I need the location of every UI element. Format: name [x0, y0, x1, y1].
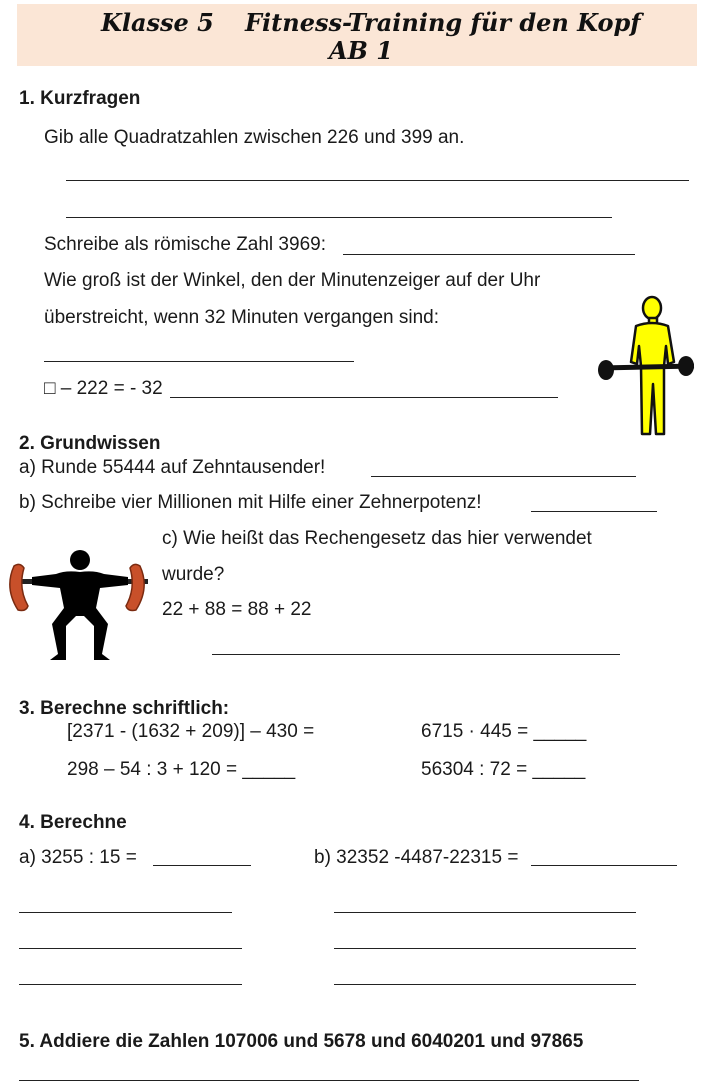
- working-line[interactable]: [19, 912, 232, 913]
- question-angle-line-1: Wie groß ist der Winkel, den der Minutenzeiger auf der Uhr: [44, 270, 541, 291]
- working-line[interactable]: [334, 912, 636, 913]
- answer-line[interactable]: [66, 217, 612, 218]
- section-2-heading: 2. Grundwissen: [19, 433, 161, 454]
- yellow-weightlifter-illustration: [594, 294, 698, 436]
- working-line[interactable]: [19, 984, 242, 985]
- answer-line[interactable]: [153, 865, 251, 866]
- section-1-heading: 1. Kurzfragen: [19, 88, 141, 109]
- question-square-numbers: Gib alle Quadratzahlen zwischen 226 und 399 an.: [44, 127, 465, 148]
- answer-line[interactable]: [343, 254, 635, 255]
- answer-line[interactable]: [531, 865, 677, 866]
- question-angle-line-2: überstreicht, wenn 32 Minuten vergangen sind:: [44, 307, 440, 328]
- answer-line[interactable]: [212, 654, 620, 655]
- section-4-heading: 4. Berechne: [19, 812, 127, 833]
- class-label: Klasse 5: [101, 8, 214, 37]
- working-line[interactable]: [19, 948, 242, 949]
- division-task: a) 3255 : 15 =: [19, 847, 137, 868]
- worksheet-header: [17, 4, 697, 66]
- subtraction-task: b) 32352 -4487-22315 =: [314, 847, 519, 868]
- section-3-heading: 3. Berechne schriftlich:: [19, 698, 230, 719]
- working-line[interactable]: [334, 948, 636, 949]
- question-rounding: a) Runde 55444 auf Zehntausender!: [19, 457, 326, 478]
- question-roman-numeral: Schreibe als römische Zahl 3969:: [44, 234, 326, 255]
- calc-expression-2: 6715 · 445 = _____: [421, 721, 587, 742]
- answer-line[interactable]: [170, 397, 558, 398]
- section-5-heading: 5. Addiere die Zahlen 107006 und 5678 und 6040201 und 97865: [19, 1031, 584, 1052]
- answer-line[interactable]: [44, 361, 354, 362]
- question-power-of-ten: b) Schreibe vier Millionen mit Hilfe einer Zehnerpotenz!: [19, 492, 482, 513]
- calc-expression-1: [2371 - (1632 + 209)] – 430 =: [67, 721, 315, 742]
- answer-line[interactable]: [371, 476, 636, 477]
- question-law-equation: 22 + 88 = 88 + 22: [162, 599, 312, 620]
- answer-line[interactable]: [531, 511, 657, 512]
- sheet-number: AB 1: [329, 36, 393, 65]
- calc-expression-4: 56304 : 72 = _____: [421, 759, 586, 780]
- calc-expression-3: 298 – 54 : 3 + 120 = _____: [67, 759, 296, 780]
- answer-line[interactable]: [66, 180, 689, 181]
- black-weightlifter-illustration: [4, 550, 154, 665]
- answer-line[interactable]: [19, 1080, 639, 1081]
- working-line[interactable]: [334, 984, 636, 985]
- question-law-line-1: c) Wie heißt das Rechengesetz das hier verwendet: [162, 528, 592, 549]
- question-equation: □ – 222 = - 32: [44, 378, 163, 399]
- question-law-line-2: wurde?: [162, 564, 225, 585]
- worksheet-title: Fitness-Training für den Kopf: [245, 8, 641, 37]
